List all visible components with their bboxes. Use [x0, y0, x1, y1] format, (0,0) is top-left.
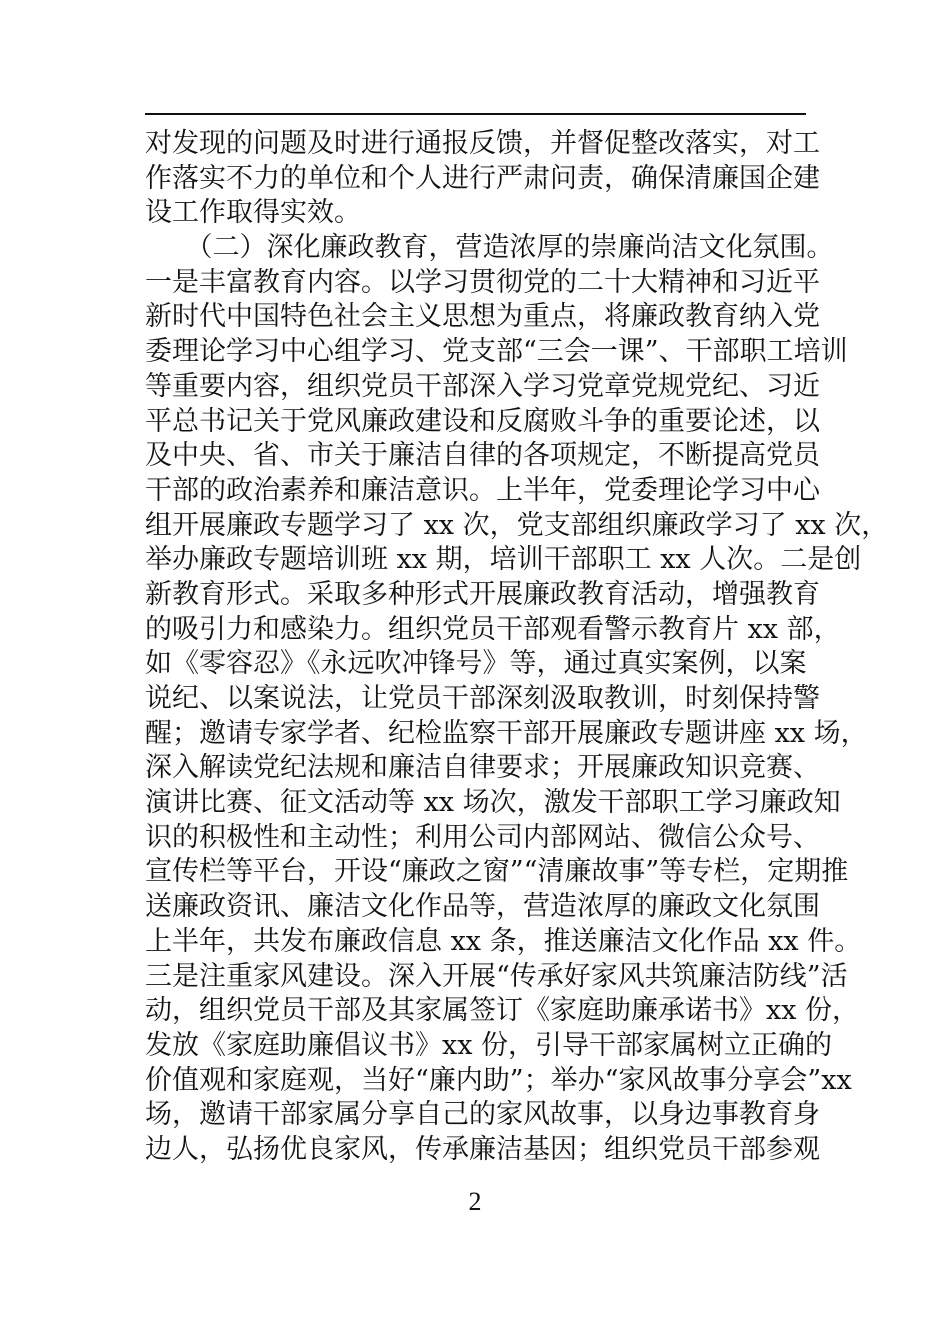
- text-line: 设工作取得实效。: [145, 197, 361, 229]
- text-line: 送廉政资讯、廉洁文化作品等，营造浓厚的廉政文化氛围: [145, 891, 820, 923]
- text-line: 平总书记关于党风廉政建设和反腐败斗争的重要论述，以: [145, 405, 820, 437]
- text-line: 上半年，共发布廉政信息 xx 条，推送廉洁文化作品 xx 件。: [145, 925, 862, 957]
- text-line: 宣传栏等平台，开设“廉政之窗”“清廉故事”等专栏，定期推: [145, 856, 849, 888]
- text-line: 动，组织党员干部及其家属签订《家庭助廉承诺书》xx 份，: [145, 995, 860, 1027]
- header-rule: [145, 113, 806, 115]
- text-line: 委理论学习中心组学习、党支部“三会一课”、干部职工培训: [145, 336, 848, 368]
- text-line: 举办廉政专题培训班 xx 期，培训干部职工 xx 人次。二是创: [145, 544, 862, 576]
- text-line: 边人，弘扬优良家风，传承廉洁基因；组织党员干部参观: [145, 1133, 820, 1165]
- page-number: 2: [468, 1187, 482, 1216]
- text-line: 说纪、以案说法，让党员干部深刻汲取教训，时刻保持警: [145, 683, 820, 714]
- text-line: 对发现的问题及时进行通报反馈，并督促整改落实，对工: [145, 128, 820, 159]
- document-body: [145, 127, 889, 1168]
- section-heading-line: （二）深化廉政教育，营造浓厚的崇廉尚洁文化氛围。: [145, 232, 834, 264]
- text-line: 醒；邀请专家学者、纪检监察干部开展廉政专题讲座 xx 场，: [145, 717, 868, 749]
- text-line: 如《零容忍》《永远吹冲锋号》等，通过真实案例，以案: [145, 648, 807, 680]
- text-line: 作落实不力的单位和个人进行严肃问责，确保清廉国企建: [145, 162, 820, 194]
- text-line: 等重要内容，组织党员干部深入学习党章党规党纪、习近: [145, 370, 820, 402]
- text-line: 的吸引力和感染力。组织党员干部观看警示教育片 xx 部，: [145, 613, 841, 645]
- text-line: 演讲比赛、征文活动等 xx 场次，激发干部职工学习廉政知: [145, 787, 841, 819]
- text-line: 及中央、省、市关于廉洁自律的各项规定，不断提高党员: [145, 440, 820, 472]
- text-line: 组开展廉政专题学习了 xx 次，党支部组织廉政学习了 xx 次，: [145, 509, 889, 541]
- text-line: 发放《家庭助廉倡议书》xx 份，引导干部家属树立正确的: [145, 1029, 833, 1061]
- text-line: 新时代中国特色社会主义思想为重点，将廉政教育纳入党: [145, 301, 820, 333]
- text-line: 深入解读党纪法规和廉洁自律要求；开展廉政知识竞赛、: [145, 752, 820, 784]
- text-line: 新教育形式。采取多种形式开展廉政教育活动，增强教育: [145, 578, 820, 610]
- text-line: 一是丰富教育内容。以学习贯彻党的二十大精神和习近平: [145, 266, 820, 298]
- text-line: 场，邀请干部家属分享自己的家风故事，以身边事教育身: [145, 1099, 820, 1131]
- text-line: 干部的政治素养和廉洁意识。上半年，党委理论学习中心: [145, 474, 820, 506]
- text-line: 识的积极性和主动性；利用公司内部网站、微信公众号、: [145, 821, 820, 853]
- text-line: 三是注重家风建设。深入开展“传承好家风共筑廉洁防线”活: [145, 960, 848, 992]
- text-line: 价值观和家庭观，当好“廉内助”；举办“家风故事分享会”xx: [145, 1064, 852, 1096]
